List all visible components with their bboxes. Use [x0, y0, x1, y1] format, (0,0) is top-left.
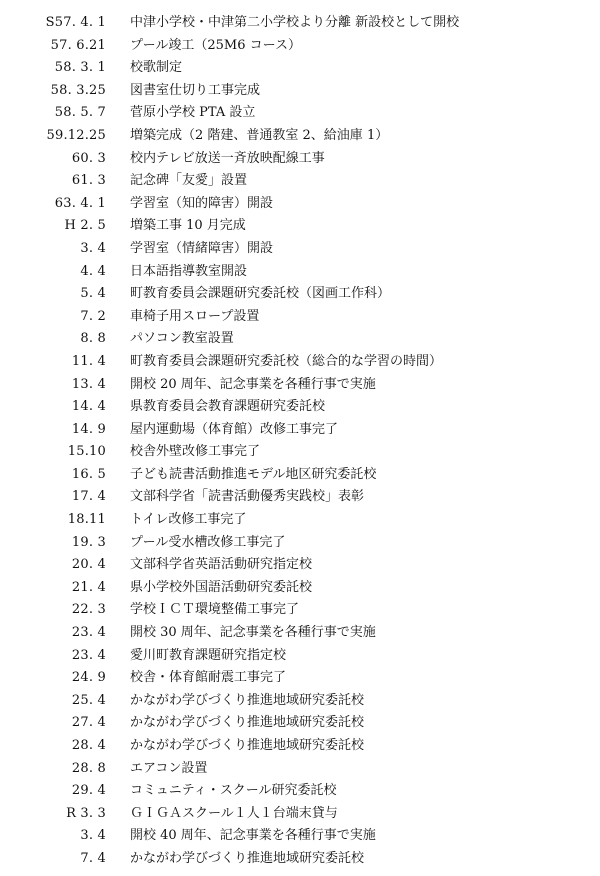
history-event: 車椅子用スロープ設置 — [130, 308, 260, 324]
history-entry — [0, 803, 600, 826]
history-entry — [0, 57, 600, 80]
history-date: 61. 3 — [71, 173, 106, 189]
history-entry — [0, 80, 600, 103]
history-date: 19. 3 — [71, 534, 106, 550]
history-event: プール竣工（25M6 コース） — [130, 37, 301, 53]
history-entry — [0, 464, 600, 487]
history-entry — [0, 848, 600, 871]
history-event: 校内テレビ放送一斉放映配線工事 — [130, 150, 325, 166]
history-entry — [0, 261, 600, 284]
history-event: 文部科学省英語活動研究指定校 — [130, 557, 313, 573]
history-entry — [0, 509, 600, 532]
history-date: 58. 3. 1 — [54, 60, 106, 76]
history-entry — [0, 825, 600, 848]
history-date: 22. 3 — [71, 602, 106, 618]
history-date: 14. 4 — [71, 399, 106, 415]
history-event: かながわ学びづくり推進地域研究委託校 — [130, 738, 365, 753]
history-event: かながわ学びづくり推進地域研究委託校 — [130, 850, 365, 866]
history-date: 3. 4 — [80, 240, 106, 256]
history-entry — [0, 12, 600, 35]
history-event: 子ども読書活動推進モデル地区研究委託校 — [130, 466, 377, 482]
history-event: 増築工事 10 月完成 — [130, 218, 246, 234]
history-date: 5. 4 — [80, 286, 106, 302]
history-entry — [0, 238, 600, 261]
history-event: 開校 40 周年、記念事業を各種行事で実施 — [130, 828, 376, 844]
history-event: かながわ学びづくり推進地域研究委託校 — [130, 715, 365, 731]
history-date: 58. 3.25 — [50, 82, 106, 98]
history-event: 町教育委員会課題研究委託校（図画工作科） — [130, 286, 391, 302]
history-event: 増築完成（2 階建、普通教室 2、給油庫 1） — [130, 127, 389, 143]
history-date: 3. 4 — [80, 828, 106, 844]
history-entry — [0, 170, 600, 193]
history-date: 8. 8 — [80, 331, 106, 347]
history-event: 県小学校外国語活動研究委託校 — [130, 579, 313, 595]
history-entry — [0, 486, 600, 509]
history-entry — [0, 554, 600, 577]
history-date: 17. 4 — [71, 489, 106, 505]
history-entry — [0, 441, 600, 464]
history-date: S57. 4. 1 — [45, 15, 106, 30]
history-date: 14. 9 — [71, 421, 106, 437]
history-event: 校舎外壁改修工事完了 — [130, 444, 261, 460]
history-event: 開校 20 周年、記念事業を各種行事で実施 — [130, 376, 376, 392]
history-date: 27. 4 — [71, 715, 106, 731]
history-entry — [0, 577, 600, 600]
history-date: 57. 6.21 — [50, 37, 106, 53]
history-date: 11. 4 — [71, 353, 106, 369]
history-event: 記念碑「友愛」設置 — [130, 173, 248, 189]
history-entry — [0, 712, 600, 735]
history-entry — [0, 599, 600, 622]
history-entry — [0, 780, 600, 803]
history-entry — [0, 532, 600, 555]
history-date: 15.10 — [67, 444, 106, 460]
history-entry — [0, 667, 600, 690]
history-event: 校舎・体育館耐震工事完了 — [130, 670, 287, 686]
history-event: 図書室仕切り工事完成 — [130, 82, 261, 98]
history-date: H 2. 5 — [64, 218, 106, 234]
history-date: 16. 5 — [71, 466, 106, 482]
history-date: 29. 4 — [71, 783, 106, 799]
history-entry — [0, 690, 600, 713]
history-date: 28. 8 — [71, 760, 106, 776]
history-entry — [0, 193, 600, 216]
history-event: プール受水槽改修工事完了 — [130, 534, 286, 550]
history-entry — [0, 622, 600, 645]
history-date: 4. 4 — [80, 263, 106, 279]
history-date: 63. 4. 1 — [54, 195, 106, 211]
history-entry — [0, 328, 600, 351]
history-entry — [0, 215, 600, 238]
history-event: 文部科学省「読書活動優秀実践校」表彰 — [130, 489, 365, 505]
history-event: 菅原小学校 PTA 設立 — [130, 105, 256, 121]
history-date: 18.11 — [67, 512, 106, 528]
history-date: 25. 4 — [71, 692, 106, 708]
history-event: 町教育委員会課題研究委託校（総合的な学習の時間） — [130, 353, 443, 369]
history-event: 学校ＩＣＴ環境整備工事完了 — [130, 602, 300, 618]
history-event: 中津小学校・中津第二小学校より分離 新設校として開校 — [130, 15, 460, 30]
history-entry — [0, 758, 600, 781]
history-entry — [0, 283, 600, 306]
history-date: R 3. 3 — [66, 805, 106, 821]
history-event: 校歌制定 — [130, 60, 183, 76]
history-event: 開校 30 周年、記念事業を各種行事で実施 — [130, 625, 376, 641]
history-event: パソコン教室設置 — [130, 331, 234, 347]
history-event: 愛川町教育課題研究指定校 — [130, 647, 287, 663]
history-event: 日本語指導教室開設 — [130, 263, 248, 279]
history-date: 21. 4 — [71, 579, 106, 595]
history-entry — [0, 125, 600, 148]
history-event: 屋内運動場（体育館）改修工事完了 — [130, 421, 339, 437]
history-date: 58. 5. 7 — [54, 105, 106, 121]
history-entry — [0, 735, 600, 758]
history-entry — [0, 148, 600, 171]
history-date: 7. 4 — [80, 850, 106, 866]
history-date: 7. 2 — [80, 308, 106, 324]
history-date: 60. 3 — [71, 150, 106, 166]
history-date: 13. 4 — [71, 376, 106, 392]
history-entry — [0, 306, 600, 329]
history-event: 学習室（知的障害）開設 — [130, 195, 274, 211]
history-event: エアコン設置 — [130, 760, 208, 776]
history-event: コミュニティ・スクール研究委託校 — [130, 783, 337, 799]
history-entry — [0, 102, 600, 125]
history-date: 24. 9 — [71, 670, 106, 686]
history-date: 23. 4 — [71, 647, 106, 663]
history-event: 学習室（情緒障害）開設 — [130, 240, 274, 256]
history-date: 28. 4 — [71, 738, 106, 753]
history-entry — [0, 419, 600, 442]
history-entry — [0, 396, 600, 419]
history-entry — [0, 374, 600, 397]
history-date: 23. 4 — [71, 625, 106, 641]
history-event: ＧＩＧＡスクール１人１台端末貸与 — [130, 805, 338, 821]
history-entry — [0, 645, 600, 668]
history-entry — [0, 351, 600, 374]
history-event: かながわ学びづくり推進地域研究委託校 — [130, 692, 365, 708]
history-event: トイレ改修工事完了 — [130, 512, 247, 528]
history-entry — [0, 35, 600, 58]
history-date: 59.12.25 — [46, 127, 106, 143]
history-date: 20. 4 — [71, 557, 106, 573]
school-history-list — [0, 12, 600, 871]
history-event: 県教育委員会教育課題研究委託校 — [130, 399, 326, 415]
